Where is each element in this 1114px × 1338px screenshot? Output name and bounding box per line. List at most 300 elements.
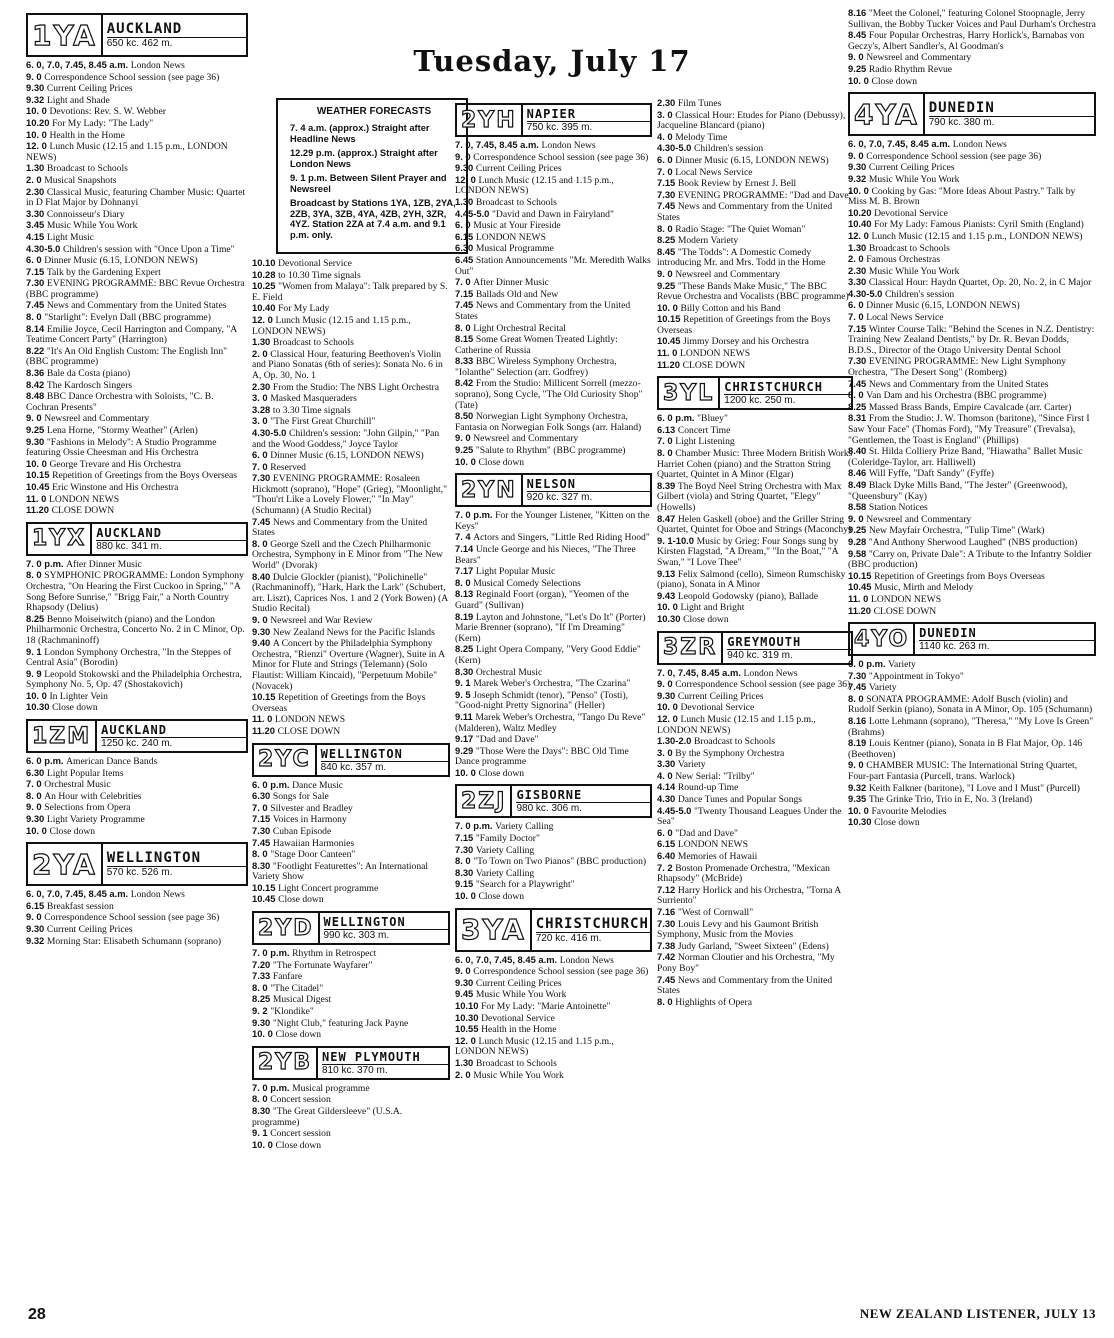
programme-item: 6.30 Light Popular Items [26, 766, 124, 779]
programme-item: 8.42 The Kardosch Singers [26, 378, 133, 391]
station-frequency: 570 kc. 526 m. [106, 867, 173, 879]
programme-item: 6.45 Station Announcements "Mr. Meredith Walks Out" [455, 253, 651, 277]
station-frequency: 720 kc. 416 m. [535, 932, 602, 944]
station-frequency: 650 kc. 462 m. [106, 38, 173, 49]
programme-item: 9.15 "Search for a Playwright" [455, 878, 575, 891]
programme-item: 7.45 News and Commentary from the United States [657, 973, 833, 997]
station-callsign: 1YX [28, 524, 92, 554]
programme-item: 10. 0 Close down [455, 455, 525, 468]
programme-item: 8.33 BBC Wireless Symphony Orchestra, "Iolanthe" Selection (arr. Godfrey) [455, 355, 617, 378]
station-city: NAPIER [527, 107, 650, 122]
programme-item: 2. 0 Classical Hour, featuring Beethoven's Violin and Piano Sonatas (6th of series): Sonata No. 6 in A, Op. 30, No. 1 [252, 347, 443, 381]
programme-item: 7.45 Hawaiian Harmonies [252, 836, 355, 849]
station-callsign: 3YA [457, 910, 532, 950]
programme-item: 10.25 "Women from Malaya": Talk prepared by S. E. Field [252, 280, 448, 303]
programme-item: 10.45 Music, Mirth and Melody [848, 581, 974, 594]
programme-item: 7.15 Book Review by Ernest J. Bell [657, 177, 797, 190]
programme-item: 2.30 From the Studio: The NBS Light Orchestra [252, 380, 439, 393]
programme-item: 8.58 Station Notices [848, 501, 928, 514]
programme-item: 10.30 Devotional Service [455, 1011, 555, 1024]
programme-item: 7. 0 Silvester and Bradley [252, 801, 353, 814]
programme-item: 10. 0 Light and Bright [657, 601, 745, 614]
station-header [455, 784, 652, 818]
station-header [26, 842, 248, 886]
programme-item: 2.30 Film Tunes [657, 97, 722, 109]
programme-item: 4.30-5.0 Children's session with "Once Upon a Time" [26, 242, 235, 255]
programme-item: 1.30 Broadcast to Schools [455, 195, 557, 208]
column-1 [26, 8, 248, 947]
station-city: AUCKLAND [96, 526, 246, 541]
station-city: WELLINGTON [107, 850, 246, 867]
station-city: GREYMOUTH [727, 635, 851, 650]
programme-item: 8.13 Reginald Foort (organ), "Yeomen of the Guard" (Sullivan) [455, 588, 629, 611]
station-city: CHRISTCHURCH [724, 380, 851, 395]
programme-item: 8. 0 "To Town on Two Pianos" (BBC production) [455, 855, 647, 868]
programme-item: 11. 0 LONDON NEWS [252, 713, 346, 726]
programme-item: 9.32 Keith Falkner (baritone), "I Love and I Must" (Purcell) [848, 781, 1080, 794]
station-header [848, 622, 1096, 656]
station-city: NELSON [527, 477, 650, 492]
station-header [252, 1046, 450, 1080]
programme-item: 6.15 LONDON NEWS [657, 838, 748, 851]
programme-item: 10.45 Close down [252, 893, 324, 906]
page-number: 28 [28, 1306, 46, 1323]
programme-item: 2. 0 Musical Snapshots [26, 173, 117, 186]
programme-item: 9. 0 Newsreel and War Review [252, 614, 373, 626]
station-callsign: 2YD [254, 913, 320, 943]
programme-item: 10. 0 Health in the Home [26, 128, 125, 141]
programme-item: 6.40 Memories of Hawaii [657, 850, 758, 863]
programme-item: 8. 0 "The Citadel" [252, 981, 324, 994]
programme-item: 10.28 to 10.30 Time signals [252, 268, 361, 281]
programme-item: 10.10 Devotional Service [252, 257, 352, 269]
programme-item: 10. 0 Devotions: Rev. S. W. Webber [26, 105, 166, 118]
station-city: WELLINGTON [324, 915, 449, 930]
programme-item: 7. 0 p.m. For the Younger Listener, "Kitten on the Keys" [455, 509, 650, 532]
programme-item: 6. 0 p.m. American Dance Bands [26, 755, 158, 768]
programme-item: 10.45 Eric Winstone and His Orchestra [26, 480, 179, 493]
programme-item: 7.30 Cuban Episode [252, 824, 332, 837]
programme-item: 8.30 "The Great Gildersleeve" (U.S.A. programme) [252, 1105, 403, 1128]
programme-item: 10.30 Close down [848, 816, 920, 829]
page-title: Tuesday, July 17 [413, 44, 691, 78]
programme-item: 9.32 Light and Shade [26, 93, 110, 106]
programme-item: 9.35 The Grinke Trio, Trio in E, No. 3 (Ireland) [848, 793, 1033, 806]
programme-item: 10. 0 Close down [455, 890, 525, 903]
programme-item: 12. 0 Lunch Music (12.15 and 1.15 p.m., LONDON NEWS) [26, 140, 228, 163]
station-city: WELLINGTON [321, 747, 448, 762]
programme-item: 10. 0 Close down [848, 74, 918, 87]
programme-item: 7. 0 Local News Service [657, 165, 753, 178]
programme-item: 8. 0 Musical Comedy Selections [455, 576, 581, 589]
station-callsign: 2YC [254, 745, 317, 775]
station-frequency: 940 kc. 319 m. [727, 649, 793, 661]
programme-item: 8. 0 George Szell and the Czech Philharmonic Orchestra, Symphony in E Minor from "The New World" (Dvorak) [252, 537, 443, 572]
programme-item: 9.25 "These Bands Make Music," The BBC Revue Orchestra and Vocalists (BBC programme) [657, 279, 849, 303]
programme-item: 12. 0 Lunch Music (12.15 and 1.15 p.m., LONDON NEWS) [657, 712, 816, 736]
programme-item: 9.13 Felix Salmond (cello), Simeon Rumschisky (piano), Sonata in A Minor [657, 567, 846, 591]
programme-item: 8.25 Modern Variety [657, 234, 739, 247]
programme-item: 1.30 Broadcast to Schools [26, 162, 128, 175]
station-header [252, 911, 450, 945]
programme-item: 10.55 Health in the Home [455, 1023, 557, 1036]
programme-item: 6. 0, 7.0, 7.45, 8.45 a.m. London News [26, 888, 185, 901]
programme-item: 10. 0 Devotional Service [657, 701, 755, 714]
programme-item: 10.15 Light Concert programme [252, 881, 379, 894]
programme-item: 7. 0 p.m. Rhythm in Retrospect [252, 947, 377, 960]
programme-item: 9.30 New Zealand News for the Pacific Islands [252, 625, 435, 638]
programme-item: 2. 0 Music While You Work [455, 1068, 564, 1081]
programme-item: 10. 0 Billy Cotton and his Band [657, 301, 781, 314]
programme-item: 9.45 Music While You Work [455, 988, 567, 1001]
weather-heading: WEATHER FORECASTS [316, 106, 432, 117]
programme-item: 7.16 "West of Cornwall" [657, 906, 754, 918]
programme-item: 6. 0 Music at Your Fireside [455, 219, 561, 232]
programme-item: 10. 0 Close down [252, 1138, 322, 1151]
programme-item: 9. 2 "Klondike" [252, 1005, 314, 1018]
programme-item: 7. 2 Boston Promenade Orchestra, "Mexican Rhapsody" (McBride) [657, 861, 830, 885]
programme-item: 8.45 "The Todds": A Domestic Comedy introducing Mr. and Mrs. Todd in the Home [657, 245, 826, 269]
programme-item: 8.25 Massed Brass Bands, Empire Cavalcade (arr. Carter) [848, 400, 1072, 413]
programme-item: 2.30 Music While You Work [848, 264, 960, 277]
station-header [848, 92, 1096, 136]
programme-item: 4.30-5.0 Children's session [848, 287, 955, 300]
programme-item: 8.15 Some Great Women Treated Lightly: Catherine of Russia [455, 333, 618, 356]
programme-item: 6. 0 p.m. Dance Music [252, 778, 344, 791]
station-frequency: 810 kc. 370 m. [322, 1064, 388, 1076]
programme-item: 10.15 Repetition of Greetings from the Boys Overseas [657, 313, 831, 336]
column-3 [455, 98, 652, 1081]
station-city: AUCKLAND [107, 21, 246, 38]
programme-item: 10.15 Repetition of Greetings from the Boys Overseas [252, 691, 426, 714]
programme-item: 8. 0 SONATA PROGRAMME: Adolf Busch (violin) and Rudolf Serkin (piano), Sonata in A Minor, Op. 105 (Schumann) [848, 692, 1093, 716]
programme-item: 1.30 Broadcast to Schools [455, 1056, 557, 1069]
programme-item: 9. 0 Selections from Opera [26, 801, 131, 814]
programme-item: 7. 4 Actors and Singers, "Little Red Riding Hood" [455, 531, 650, 544]
programme-item: 10. 0 Favourite Melodies [848, 804, 947, 817]
weather-line: 7. 4 a.m. (approx.) Straight after Headline News [290, 123, 430, 144]
programme-item: 11.20 CLOSE DOWN [848, 604, 937, 617]
station-callsign: 4YA [850, 94, 925, 134]
programme-item: 7. 0 Reserved [252, 460, 306, 473]
station-city: CHRISTCHURCH [535, 915, 649, 932]
programme-item: 7.12 Harry Horlick and his Orchestra, "Torna A Surriento" [657, 883, 841, 907]
programme-item: 6. 0, 7.0, 7.45, 8.45 a.m. London News [26, 59, 185, 71]
programme-item: 7.45 Variety [848, 681, 897, 694]
station-frequency: 1140 kc. 263 m. [919, 641, 990, 653]
programme-item: 3.30 Variety [657, 758, 706, 771]
station-frequency: 1200 kc. 250 m. [724, 395, 796, 407]
station-callsign: 2ZJ [457, 786, 512, 816]
programme-item: 9.43 Leopold Godowsky (piano), Ballade [657, 589, 819, 602]
programme-item: 9. 0 Newsreel and Commentary [657, 267, 781, 280]
programme-item: 12. 0 Lunch Music (12.15 and 1.15 p.m., LONDON NEWS) [455, 1034, 614, 1058]
programme-item: 1.30 Broadcast to Schools [848, 241, 950, 254]
programme-item: 10. 0 George Trevare and His Orchestra [26, 457, 181, 470]
programme-item: 7. 0, 7.45, 8.45 a.m. London News [455, 139, 596, 151]
weather-forecast-box [276, 98, 468, 254]
programme-item: 9. 5 Joseph Schmidt (tenor), "Penso" (Tosti), "Good-night Pretty Signorina" (Heller) [455, 688, 629, 712]
programme-item: 6. 0 Dinner Music (6.15, LONDON NEWS) [657, 153, 829, 166]
programme-item: 10. 0 Close down [26, 824, 96, 837]
programme-item: 9.32 Morning Star: Elisabeth Schumann (soprano) [26, 934, 222, 947]
programme-item: 7.30 Louis Levy and his Gaumont British Symphony, Music from the Movies [657, 917, 819, 941]
programme-item: 9.40 A Concert by the Philadelphia Symphony Orchestra, "Rienzi" Overture (Wagner), Suite in A Minor for Flute and Strings (Telemann) (Solo Flautist: William Kincaid), "Perpetuum Mobile" (Novacek) [252, 637, 445, 692]
station-city: GISBORNE [516, 788, 650, 803]
programme-item: 7.33 Fanfare [252, 970, 303, 983]
programme-item: 8.40 Dulcie Glockler (pianist), "Polichinelle" (Rachmaninoff), "Hark, Hark the Lark" (Schubert, arr. Liszt), Caprices Nos. 1 and 2 (York Bowen) (A Studio Recital) [252, 570, 448, 615]
programme-item: 9.30 Current Ceiling Prices [26, 82, 133, 95]
station-header [455, 908, 652, 952]
programme-item: 9. 0 CHAMBER MUSIC: The International String Quartet, Four-part Fantasia (Purcell, trans. Warlock) [848, 759, 1078, 783]
station-callsign: 2YA [28, 844, 103, 884]
programme-item: 9.11 Marek Weber's Orchestra, "Tango Du Reve" (Malderen), Waltz Medley [455, 710, 646, 734]
programme-item: 9. 0 Correspondence School session (see page 36) [26, 911, 220, 924]
programme-item: 9.30 Current Ceiling Prices [848, 161, 955, 174]
programme-item: 6. 0 Dinner Music (6.15, LONDON NEWS) [26, 254, 198, 267]
programme-item: 8.48 BBC Dance Orchestra with Soloists, "C. B. Cochran Presents" [26, 390, 214, 413]
programme-item: 8. 0 Radio Stage: "The Quiet Woman" [657, 222, 806, 235]
programme-item: 11. 0 LONDON NEWS [26, 492, 120, 505]
station-callsign: 4YO [850, 624, 915, 654]
station-frequency: 750 kc. 395 m. [526, 122, 593, 133]
programme-item: 3. 0 Masked Masqueraders [252, 392, 357, 405]
programme-item: 10. 0 Close down [455, 766, 525, 779]
station-city: AUCKLAND [101, 723, 246, 738]
weather-line: 9. 1 p.m. Between Silent Prayer and Newsreel [290, 173, 447, 194]
programme-item: 11. 0 LONDON NEWS [848, 592, 942, 605]
programme-item: 9.30 Current Ceiling Prices [657, 689, 764, 702]
station-header [26, 719, 248, 753]
programme-item: 4.15 Light Music [26, 230, 95, 243]
programme-item: 4.30-5.0 Children's session [657, 142, 764, 155]
programme-item: 7. 0 After Dinner Music [455, 276, 549, 289]
programme-item: 7.20 "The Fortunate Wayfarer" [252, 958, 373, 971]
programme-item: 8. 0 Concert session [252, 1093, 331, 1106]
weather-line: 12.29 p.m. (approx.) Straight after London News [290, 148, 438, 169]
programme-item: Marie Brenner (soprano), "If I'm Dreaming" (Kern) [455, 622, 625, 644]
programme-item: 8.19 Layton and Johnstone, "Let's Do It" (Porter) [455, 610, 646, 623]
programme-item: 7.45 News and Commentary from the United States [848, 377, 1049, 390]
programme-item: 9. 0 Newsreel and Commentary [26, 412, 150, 425]
station-header [657, 631, 853, 665]
station-header [455, 103, 652, 137]
programme-item: 8.50 Norwegian Light Symphony Orchestra, Fantasia on Norwegian Folk Songs (arr. Haland) [455, 410, 642, 433]
programme-item: 8.42 From the Studio: Millicent Sorrell (mezzo-soprano), Song Cycle, "The Old Curiosity Shop" (Tate) [455, 377, 643, 411]
programme-item: 7.45 News and Commentary from the United States [252, 515, 428, 539]
programme-item: 9. 0 Newsreel and Commentary [848, 512, 972, 525]
column-5 [848, 8, 1096, 829]
programme-item: 9.25 "Salute to Rhythm" (BBC programme) [455, 444, 626, 457]
programme-item: 9.58 "Carry on, Private Dale": A Tribute to the Infantry Soldier (BBC production) [848, 547, 1092, 571]
programme-item: 11.20 CLOSE DOWN [252, 724, 341, 737]
programme-item: 6.15 Breakfast session [26, 899, 114, 912]
programme-item: 8. 0 An Hour with Celebrities [26, 789, 142, 802]
programme-item: 10. 0 Close down [252, 1028, 322, 1041]
programme-item: 9.30 Current Ceiling Prices [455, 162, 562, 175]
programme-item: 7. 0 Light Listening [657, 435, 735, 448]
programme-item: 9.30 Current Ceiling Prices [455, 976, 562, 989]
station-callsign: 2YB [254, 1048, 318, 1078]
programme-item: 6.15 LONDON NEWS [455, 230, 546, 243]
programme-item: 7.42 Norman Cloutier and his Orchestra, "My Pony Boy" [657, 951, 835, 974]
programme-item: 7.30 EVENING PROGRAMME: "Dad and Dave" [657, 188, 853, 201]
programme-item: 10.20 Devotional Service [848, 206, 948, 219]
programme-item: 9. 0 Correspondence School session (see page 36) [657, 678, 851, 691]
weather-line: Broadcast by Stations 1YA, 1ZB, 2YA, 2ZB, 3YA, 3ZB, 4YA, 4ZB, 2YH, 3ZR, 4YZ. Station 2ZA at 7.4 a.m. and 9.1 p.m. only. [290, 198, 456, 240]
programme-item: 9.30 Current Ceiling Prices [26, 923, 133, 935]
programme-item: 6. 0, 7.0, 7.45, 8.45 a.m. London News [455, 953, 614, 966]
programme-item: 8.25 Light Opera Company, "Very Good Eddie" (Kern) [455, 643, 641, 666]
programme-item: 10.15 Repetition of Greetings from Boys Overseas [848, 569, 1045, 582]
programme-item: 7.15 Ballads Old and New [455, 287, 559, 300]
programme-item: 8. 0 Van Dam and his Orchestra (BBC programme) [848, 389, 1047, 402]
programme-item: 8.25 Musical Digest [252, 993, 332, 1006]
programme-item: 8.39 The Boyd Neel String Orchestra with Max Gilbert (viola) and String Quartet, "Elegy" (Howells) [657, 479, 842, 513]
programme-item: 9. 0 Correspondence School session (see page 36) [848, 149, 1042, 162]
programme-item: 3.45 Music While You Work [26, 219, 138, 232]
programme-item: 6.13 Concert Time [657, 423, 731, 436]
station-callsign: 3YL [659, 378, 720, 408]
programme-item: 1.30-2.0 Broadcast to Schools [657, 735, 776, 748]
station-header [455, 473, 652, 507]
programme-item: 9. 1 London Symphony Orchestra, "In the Steppes of Central Asia" (Borodin) [26, 645, 232, 669]
programme-item: 6. 0 p.m. "Bluey" [657, 412, 728, 425]
programme-item: 10.15 Repetition of Greetings from the Boys Overseas [26, 469, 237, 482]
programme-item: 8.31 From the Studio: J. W. Thomson (baritone), "Since First I Saw Your Face" (Thomas Ford), "My Treasure" (Trevalsa), "Gentlemen, the Toast is England" (Phillips) [848, 412, 1090, 446]
programme-item: 8.47 Helen Gaskell (oboe) and the Griller String Quartet, Quintet for Oboe and Strings (Maconchy) [657, 512, 852, 536]
programme-item: 6. 0, 7.0, 7.45, 8.45 a.m. London News [848, 138, 1007, 151]
programme-item: 9.30 "Night Club," featuring Jack Payne [252, 1016, 409, 1029]
station-city: DUNEDIN [929, 100, 1094, 117]
programme-item: 4.30 Dance Tunes and Popular Songs [657, 793, 803, 806]
programme-item: 7. 0 p.m. Variety Calling [455, 820, 554, 833]
programme-item: 8.14 Emilie Joyce, Cecil Harrington and Company, "A Teatime Concert Party" (Harrington) [26, 322, 237, 346]
programme-item: 9. 1 Marek Weber's Orchestra, "The Czarina" [455, 677, 631, 690]
programme-item: 8. 0 Highlights of Opera [657, 995, 752, 1008]
station-callsign: 2YN [457, 475, 523, 505]
programme-item: 10.30 Close down [657, 612, 729, 625]
programme-item: 7.30 EVENING PROGRAMME: Rosaleen Hickmott (soprano), "Hope" (Grieg), "Moonlight," "Thou'rt Like a Lovely Flower," "In May" (Schumann) (A Studio Recital) [252, 472, 447, 517]
programme-item: 4.45-5.0 "Twenty Thousand Leagues Under the Sea" [657, 804, 842, 828]
column-2 [252, 258, 450, 1151]
station-frequency: 1250 kc. 240 m. [101, 738, 173, 750]
programme-item: 9.25 New Mayfair Orchestra, "Tulip Time" (Wark) [848, 524, 1045, 537]
station-frequency: 790 kc. 380 m. [928, 117, 995, 129]
programme-item: 9.25 Lena Horne, "Stormy Weather" (Arlen) [26, 424, 198, 436]
programme-item: 3.30 Connoisseur's Diary [26, 207, 125, 220]
programme-item: 6.30 Songs for Sale [252, 790, 329, 803]
programme-item: 12. 0 Lunch Music (12.15 and 1.15 p.m., LONDON NEWS) [455, 173, 614, 197]
programme-item: 7.30 Variety Calling [455, 843, 535, 856]
programme-item: 9. 1-10.0 Music by Grieg: Four Songs sung by Kirsten Flagstad, "A Dream," "In the Boat," "A Swan," "I Love Thee" [657, 534, 839, 568]
masthead: NEW ZEALAND LISTENER, JULY 13 [859, 1306, 1096, 1321]
programme-item: 3.30 Classical Hour: Haydn Quartet, Op. 20, No. 2, in C Major [848, 276, 1092, 289]
programme-item: 8. 0 "Starlight": Evelyn Dall (BBC programme) [26, 311, 211, 324]
programme-item: 12. 0 Lunch Music (12.15 and 1.15 p.m., LONDON NEWS) [848, 229, 1083, 242]
programme-item: 7. 0 Local News Service [848, 311, 944, 324]
programme-item: 3. 0 By the Symphony Orchestra [657, 746, 785, 759]
programme-item: 7. 0 p.m. Musical programme [252, 1081, 370, 1094]
programme-item: 9.28 "And Anthony Sherwood Laughed" (NBS production) [848, 535, 1078, 548]
programme-item: 10. 0 Cooking by Gas: "More Ideas About Pastry." Talk by Miss M. B. Brown [848, 184, 1076, 208]
programme-item: 6.30 Musical Programme [455, 242, 554, 255]
programme-item: 7.45 News and Commentary from the United States [455, 299, 631, 322]
programme-item: 8. 0 Light Orchestral Recital [455, 321, 566, 334]
programme-item: 10.10 For My Lady: "Marie Antoinette" [455, 1000, 611, 1012]
station-frequency: 990 kc. 303 m. [323, 930, 390, 942]
programme-item: 8.30 Orchestral Music [455, 665, 543, 678]
programme-item: 9. 0 Correspondence School session (see page 36) [26, 70, 220, 83]
station-callsign: 2YH [457, 105, 523, 135]
programme-item: 7.15 Voices in Harmony [252, 813, 347, 826]
programme-item: 8.45 Four Popular Orchestras, Harry Horlick's, Barnabas von Geczy's, Albert Sandler's, Al Goodman's [848, 29, 1085, 52]
station-header [657, 376, 853, 410]
programme-item: 7.45 News and Commentary from the United States [657, 200, 833, 223]
programme-item: 8. 0 SYMPHONIC PROGRAMME: London Symphony Orchestra, "On Hearing the First Cuckoo in Spring," "A Song Before Sunrise," "Brigg Fair," a North Country Rhapsody (Delius) [26, 569, 244, 614]
programme-item: 10.30 Close down [26, 701, 98, 714]
programme-item: 12. 0 Lunch Music (12.15 and 1.15 p.m., LONDON NEWS) [252, 313, 411, 337]
programme-item: 7.30 EVENING PROGRAMME: BBC Revue Orchestra (BBC programme) [26, 277, 245, 300]
station-frequency: 920 kc. 327 m. [526, 492, 593, 504]
station-callsign: 3ZR [659, 633, 723, 663]
programme-item: 9. 0 Correspondence School session (see page 36) [455, 150, 649, 163]
programme-item: 7.38 Judy Garland, "Sweet Sixteen" (Edens) [657, 939, 829, 952]
station-city: DUNEDIN [919, 626, 1094, 641]
programme-item: 4. 0 Melody Time [657, 130, 728, 143]
station-header [252, 743, 450, 777]
programme-item: 9. 1 Concert session [252, 1127, 331, 1140]
station-frequency: 980 kc. 306 m. [516, 803, 583, 815]
programme-item: 7. 0, 7.45, 8.45 a.m. London News [657, 666, 798, 679]
programme-item: 6. 0 Dinner Music (6.15, LONDON NEWS) [252, 449, 424, 462]
programme-item: 10.20 For My Lady: "The Lady" [26, 116, 154, 129]
programme-item: 8.19 Louis Kentner (piano), Sonata in B Flat Major, Op. 146 (Beethoven) [848, 737, 1083, 760]
programme-item: 7. 0 p.m. After Dinner Music [26, 557, 142, 570]
programme-item: 9.30 Light Variety Programme [26, 813, 145, 826]
programme-item: 9. 0 Newsreel and Commentary [848, 51, 972, 64]
programme-item: 8.30 Variety Calling [455, 866, 535, 879]
programme-item: 10.40 For My Lady [252, 302, 330, 315]
programme-item: 8. 0 "Stage Door Canteen" [252, 848, 356, 861]
programme-item: 8.46 Will Fyffe, "Daft Sandy" (Fyffe) [848, 467, 994, 480]
station-header [26, 522, 248, 556]
programme-item: 7.30 "Appointment in Tokyo" [848, 669, 964, 682]
programme-item: 9.17 "Dad and Dave" [455, 733, 539, 746]
programme-item: 10.40 For My Lady: Famous Pianists: Cyril Smith (England) [848, 218, 1084, 231]
programme-item: 8.40 St. Hilda Colliery Prize Band, "Hiawatha" Ballet Music (Coleridge-Taylor, arr. Halliwell) [848, 445, 1083, 468]
station-callsign: 1YA [28, 15, 103, 55]
station-callsign: 1ZM [28, 721, 97, 751]
programme-item: 2.30 Classical Music, featuring Chamber Music: Quartet in D Flat Major by Dohnanyi [26, 185, 246, 209]
programme-item: 11.20 CLOSE DOWN [26, 504, 115, 517]
programme-item: 6. 0 Dinner Music (6.15, LONDON NEWS) [848, 299, 1020, 312]
programme-item: 8.22 "It's An Old English Custom: The English Inn" (BBC programme) [26, 344, 228, 368]
programme-item: 3. 0 "The First Great Churchill" [252, 415, 376, 428]
programme-item: 9. 0 Newsreel and Commentary [455, 432, 579, 445]
programme-item: 9.30 "Fashions in Melody": A Studio Programme featuring Ossie Cheesman and His Orchestra [26, 435, 217, 459]
programme-item: 7.30 EVENING PROGRAMME: New Light Symphony Orchestra, "The Desert Song" (Romberg) [848, 355, 1067, 379]
column-4 [657, 98, 853, 1008]
programme-item: 8. 0 Chamber Music: Three Modern British Works [657, 447, 853, 460]
station-header [26, 13, 248, 57]
programme-item: 4.14 Round-up Time [657, 781, 739, 794]
programme-item: 8.36 Bale da Costa (piano) [26, 367, 131, 380]
programme-item: 8.30 "Footlight Featurettes": An International Variety Show [252, 859, 429, 883]
station-city: NEW PLYMOUTH [322, 1050, 448, 1065]
programme-item: 8.16 "Meet the Colonel," featuring Colonel Stoopnagle, Jerry Sullivan, the Bobby Tucker Voices and Paul Durham's Orchestra [848, 7, 1096, 30]
programme-item: 10. 0 In Lighter Vein [26, 689, 108, 702]
